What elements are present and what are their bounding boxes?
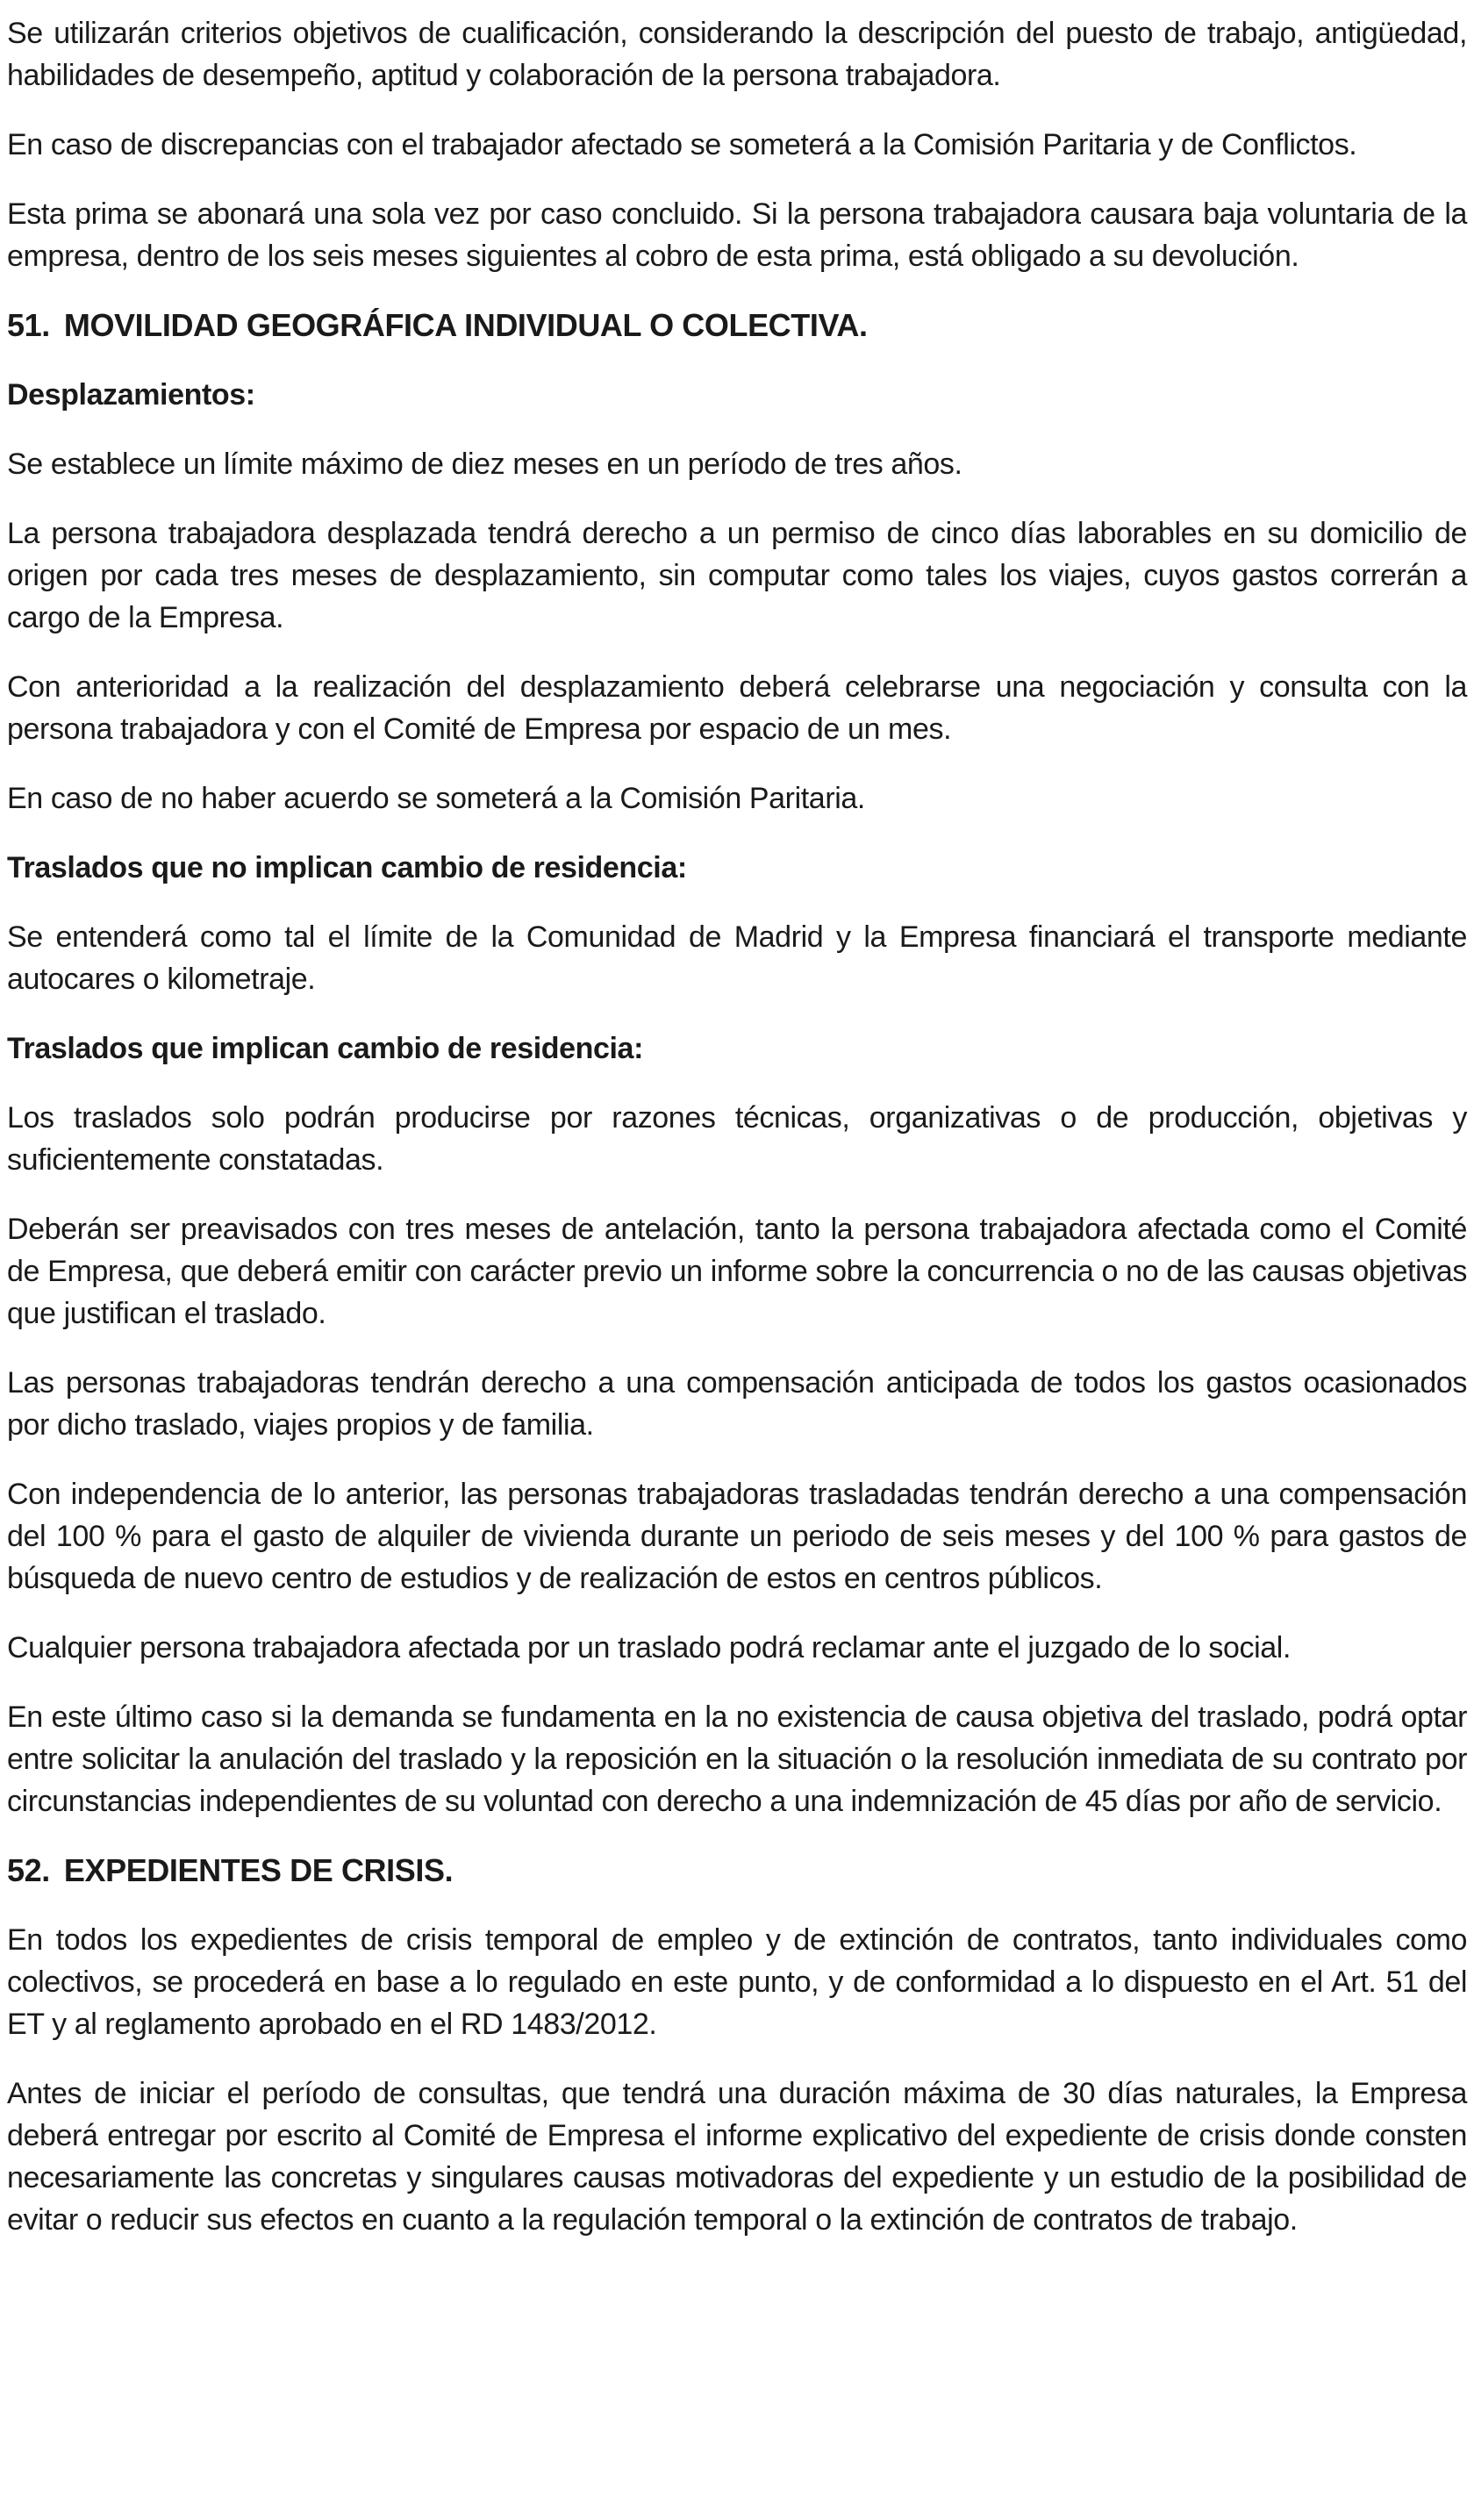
section-title: MOVILIDAD GEOGRÁFICA INDIVIDUAL O COLECTIVA. xyxy=(63,307,868,343)
paragraph: Las personas trabajadoras tendrán derecho a una compensación anticipada de todos los gastos ocasionados por dicho traslado, viajes propios y de familia. xyxy=(7,1366,1467,1442)
paragraph: Antes de iniciar el período de consultas, que tendrá una duración máxima de 30 días naturales, la Empresa deberá entregar por escrito al Comité de Empresa el informe explicativo del expediente de crisis donde consten necesariamente las concretas y singulares causas motivadoras del expediente y un estudio de la posibilidad de evitar o reducir sus efectos en cuanto a la regulación temporal o la extinción de contratos de trabajo. xyxy=(7,2077,1467,2237)
paragraph: Con anterioridad a la realización del desplazamiento deberá celebrarse una negociación y consulta con la persona trabajadora y con el Comité de Empresa por espacio de un mes. xyxy=(7,670,1467,746)
section-heading-52 xyxy=(7,1850,1467,1892)
paragraph: En caso de no haber acuerdo se someterá a la Comisión Paritaria. xyxy=(7,782,865,815)
paragraph: Cualquier persona trabajadora afectada por un traslado podrá reclamar ante el juzgado de lo social. xyxy=(7,1631,1292,1664)
paragraph: Esta prima se abonará una sola vez por caso concluido. Si la persona trabajadora causara baja voluntaria de la empresa, dentro de los seis meses siguientes al cobro de esta prima, está obligado a su devolución. xyxy=(7,197,1467,273)
paragraph: Con independencia de lo anterior, las personas trabajadoras trasladadas tendrán derecho a una compensación del 100 % para el gasto de alquiler de vivienda durante un periodo de seis meses y del 100 % para gastos de búsqueda de nuevo centro de estudios y de realización de estos en centros públicos. xyxy=(7,1478,1467,1595)
paragraph: La persona trabajadora desplazada tendrá derecho a un permiso de cinco días laborables en su domicilio de origen por cada tres meses de desplazamiento, sin computar como tales los viajes, cuyos gastos correrán a cargo de la Empresa. xyxy=(7,517,1467,634)
paragraph: Se entenderá como tal el límite de la Comunidad de Madrid y la Empresa financiará el transporte mediante autocares o kilometraje. xyxy=(7,920,1467,996)
section-number: 52. xyxy=(7,1852,50,1888)
section-heading-51 xyxy=(7,304,1467,347)
section-title: EXPEDIENTES DE CRISIS. xyxy=(63,1852,454,1888)
paragraph: En este último caso si la demanda se fundamenta en la no existencia de causa objetiva del traslado, podrá optar entre solicitar la anulación del traslado y la reposición en la situación o la resolución inmediata de su contrato por circunstancias independientes de su voluntad con derecho a una indemnización de 45 días por año de servicio. xyxy=(7,1700,1467,1818)
paragraph: En caso de discrepancias con el trabajador afectado se someterá a la Comisión Paritaria y de Conflictos. xyxy=(7,128,1357,161)
paragraph: En todos los expedientes de crisis temporal de empleo y de extinción de contratos, tanto individuales como colectivos, se procederá en base a lo regulado en este punto, y de conformidad a lo dispuesto en el Art. 51 del ET y al reglamento aprobado en el RD 1483/2012. xyxy=(7,1923,1467,2041)
paragraph: Se utilizarán criterios objetivos de cualificación, considerando la descripción del puesto de trabajo, antigüedad, habilidades de desempeño, aptitud y colaboración de la persona trabajadora. xyxy=(7,17,1467,92)
paragraph: Los traslados solo podrán producirse por razones técnicas, organizativas o de producción, objetivas y suficientemente constatadas. xyxy=(7,1101,1467,1177)
subsection-heading-traslados-sin-cambio: Traslados que no implican cambio de residencia: xyxy=(7,851,687,884)
section-number: 51. xyxy=(7,307,50,343)
subsection-heading-desplazamientos: Desplazamientos: xyxy=(7,378,255,412)
paragraph: Deberán ser preavisados con tres meses de antelación, tanto la persona trabajadora afectada como el Comité de Empresa, que deberá emitir con carácter previo un informe sobre la concurrencia o no de las causas objetivas que justifican el traslado. xyxy=(7,1213,1467,1330)
subsection-heading-traslados-con-cambio: Traslados que implican cambio de residencia: xyxy=(7,1032,643,1065)
paragraph: Se establece un límite máximo de diez meses en un período de tres años. xyxy=(7,447,962,481)
